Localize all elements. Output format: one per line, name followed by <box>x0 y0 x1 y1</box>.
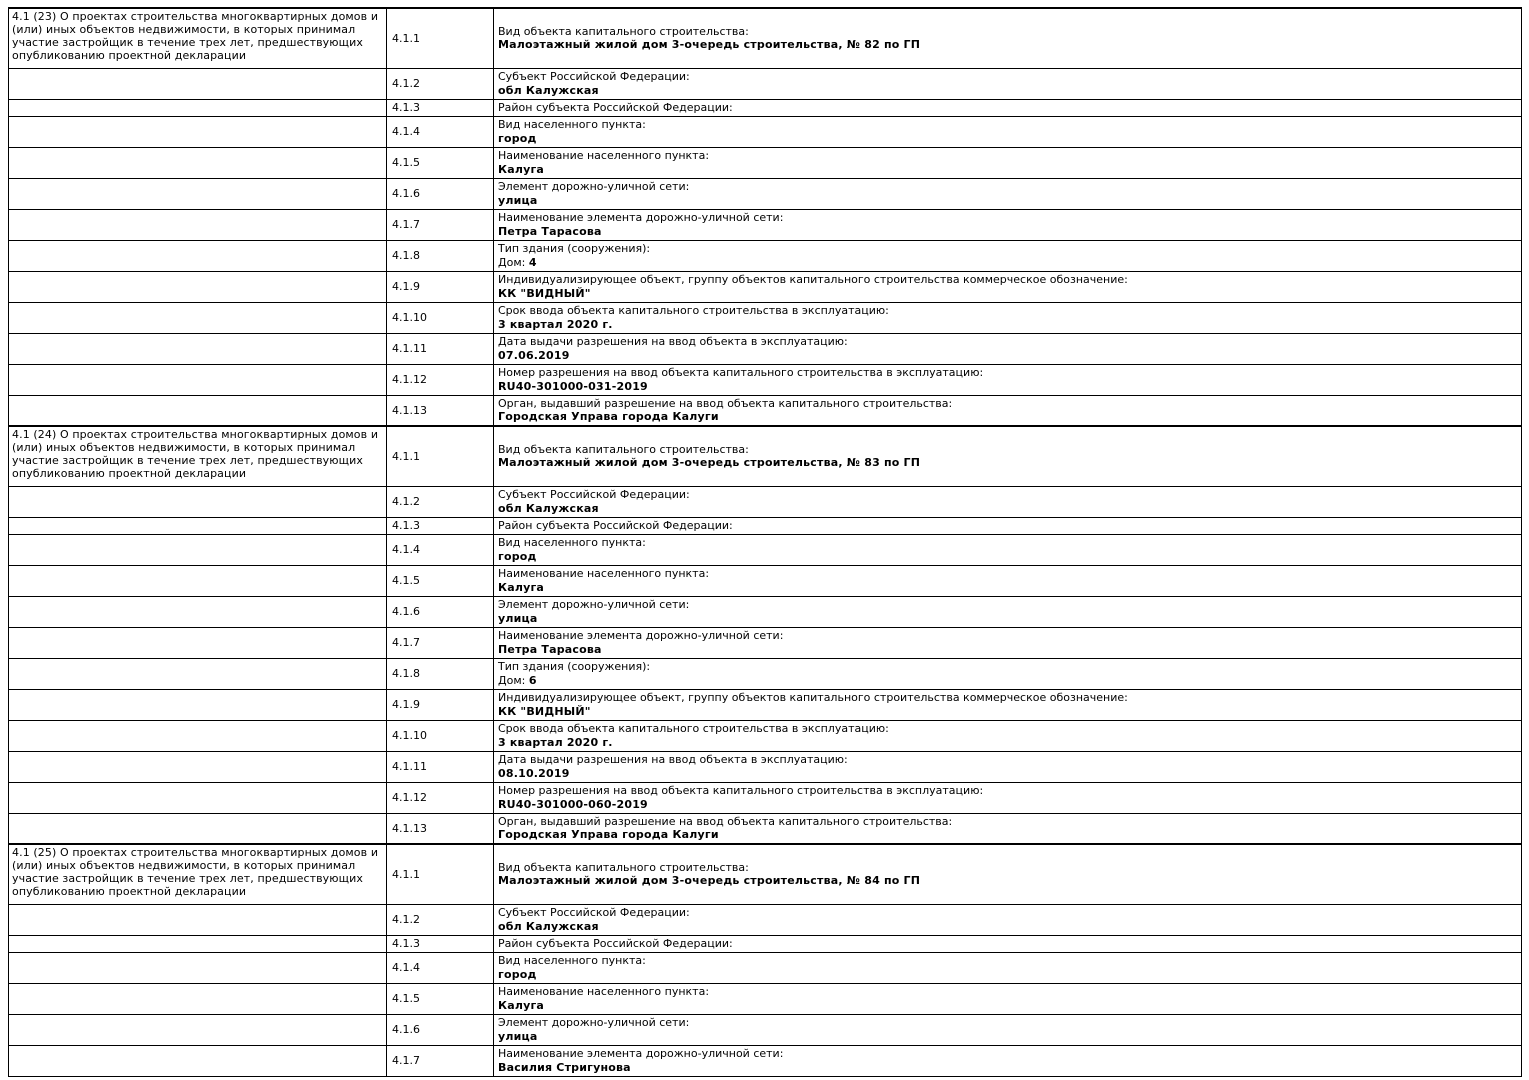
field-value-text: город <box>498 131 537 145</box>
row-number: 4.1.1 <box>392 31 420 45</box>
table-row <box>9 782 1522 813</box>
field-value-text: 08.10.2019 <box>498 766 570 780</box>
section-description: 4.1 (24) О проектах строительства многоквартирных домов и (или) иных объектов недвижимости, в которых принимал участие застройщик в течение трех лет, предшествующих опубликованию проектной декларации <box>12 428 379 480</box>
field-label: Срок ввода объекта капитального строительства в эксплуатацию: <box>498 722 889 735</box>
row-content-cell <box>494 720 1522 751</box>
section-description-cell <box>9 147 387 178</box>
row-number: 4.1.7 <box>392 218 420 231</box>
field-label: Наименование элемента дорожно-уличной сети: <box>498 629 784 642</box>
row-number-cell <box>387 8 494 68</box>
field-value <box>498 380 1518 394</box>
row-content-cell <box>494 178 1522 209</box>
field-value-text: Петра Тарасова <box>498 642 602 656</box>
table-row <box>9 720 1522 751</box>
row-content-cell <box>494 534 1522 565</box>
field-label: Наименование населенного пункта: <box>498 567 710 580</box>
field-value-prefix: Дом: <box>498 255 529 269</box>
field-value <box>498 828 1518 842</box>
field-value-text: город <box>498 967 537 981</box>
section-description-cell <box>9 720 387 751</box>
field-label: Район субъекта Российской Федерации: <box>498 936 733 950</box>
field-label: Номер разрешения на ввод объекта капитального строительства в эксплуатацию: <box>498 366 984 379</box>
row-number-cell <box>387 534 494 565</box>
section-description-cell <box>9 534 387 565</box>
section-description-cell <box>9 658 387 689</box>
row-number: 4.1.11 <box>392 342 427 355</box>
table-row <box>9 596 1522 627</box>
row-content-cell <box>494 147 1522 178</box>
field-value <box>498 581 1518 595</box>
row-content-cell <box>494 844 1522 904</box>
section-description: 4.1 (23) О проектах строительства многоквартирных домов и (или) иных объектов недвижимости, в которых принимал участие застройщик в течение трех лет, предшествующих опубликованию проектной декларации <box>12 10 379 62</box>
field-value-prefix: Дом: <box>498 673 529 687</box>
field-label: Орган, выдавший разрешение на ввод объекта капитального строительства: <box>498 814 953 828</box>
row-number-cell <box>387 147 494 178</box>
row-number-cell <box>387 68 494 99</box>
row-number-cell <box>387 1014 494 1045</box>
field-label: Элемент дорожно-уличной сети: <box>498 180 690 193</box>
field-label: Тип здания (сооружения): <box>498 660 651 673</box>
field-value <box>498 318 1518 332</box>
field-value <box>498 194 1518 208</box>
row-content-cell <box>494 813 1522 844</box>
section-description-cell <box>9 8 387 68</box>
row-content-cell <box>494 658 1522 689</box>
row-number: 4.1.13 <box>392 403 427 417</box>
table-row <box>9 813 1522 844</box>
field-value-text: Василия Стригунова <box>498 1060 631 1074</box>
field-value-text: Калуга <box>498 162 545 176</box>
row-content-cell <box>494 983 1522 1014</box>
row-content-cell <box>494 596 1522 627</box>
table-row <box>9 395 1522 426</box>
row-content-cell <box>494 364 1522 395</box>
row-content-cell <box>494 689 1522 720</box>
field-value <box>498 736 1518 750</box>
table-row <box>9 517 1522 534</box>
section-description-cell <box>9 209 387 240</box>
field-value <box>498 502 1518 516</box>
field-label: Вид населенного пункта: <box>498 118 646 131</box>
section-description-cell <box>9 302 387 333</box>
row-number: 4.1.4 <box>392 125 420 138</box>
row-content-cell <box>494 116 1522 147</box>
row-content-cell <box>494 271 1522 302</box>
row-number: 4.1.6 <box>392 605 420 618</box>
row-number-cell <box>387 844 494 904</box>
row-content-cell <box>494 333 1522 364</box>
section-description-cell <box>9 333 387 364</box>
table-row <box>9 627 1522 658</box>
field-value <box>498 1030 1518 1044</box>
row-number-cell <box>387 209 494 240</box>
field-label: Тип здания (сооружения): <box>498 242 651 255</box>
section-description-cell <box>9 952 387 983</box>
table-row <box>9 658 1522 689</box>
section-description-cell <box>9 844 387 904</box>
row-content-cell <box>494 935 1522 952</box>
table-row <box>9 426 1522 486</box>
field-value <box>498 456 1518 470</box>
field-value <box>498 550 1518 564</box>
table-row <box>9 935 1522 952</box>
table-row <box>9 486 1522 517</box>
field-value-text: обл Калужская <box>498 83 599 97</box>
row-number-cell <box>387 333 494 364</box>
row-number-cell <box>387 178 494 209</box>
field-value <box>498 256 1518 270</box>
row-number: 4.1.7 <box>392 636 420 649</box>
field-value <box>498 999 1518 1013</box>
field-label: Субъект Российской Федерации: <box>498 70 690 83</box>
field-value <box>498 84 1518 98</box>
row-number: 4.1.2 <box>392 77 420 90</box>
row-content-cell <box>494 904 1522 935</box>
row-number-cell <box>387 486 494 517</box>
field-value-text: Петра Тарасова <box>498 224 602 238</box>
row-number: 4.1.1 <box>392 449 420 463</box>
row-number: 4.1.5 <box>392 156 420 169</box>
field-value-text: 3 квартал 2020 г. <box>498 317 613 331</box>
field-value-text: 07.06.2019 <box>498 348 570 362</box>
section-description-cell <box>9 1045 387 1076</box>
field-value-text: КК "ВИДНЫЙ" <box>498 704 591 718</box>
field-label: Вид населенного пункта: <box>498 536 646 549</box>
row-content-cell <box>494 751 1522 782</box>
row-number: 4.1.2 <box>392 495 420 508</box>
row-number: 4.1.9 <box>392 280 420 293</box>
row-content-cell <box>494 99 1522 116</box>
field-label: Наименование населенного пункта: <box>498 985 710 998</box>
field-value-text: 6 <box>528 673 537 687</box>
field-value-text: Калуга <box>498 580 545 594</box>
row-number-cell <box>387 782 494 813</box>
row-number-cell <box>387 517 494 534</box>
row-content-cell <box>494 68 1522 99</box>
row-number: 4.1.3 <box>392 101 420 114</box>
row-number: 4.1.2 <box>392 913 420 926</box>
section-description-cell <box>9 627 387 658</box>
row-number: 4.1.5 <box>392 574 420 587</box>
field-label: Район субъекта Российской Федерации: <box>498 100 733 114</box>
row-number: 4.1.5 <box>392 992 420 1005</box>
row-number: 4.1.4 <box>392 961 420 974</box>
section-description: 4.1 (25) О проектах строительства многоквартирных домов и (или) иных объектов недвижимости, в которых принимал участие застройщик в течение трех лет, предшествующих опубликованию проектной декларации <box>12 846 379 898</box>
section-description-cell <box>9 935 387 952</box>
table-row <box>9 1045 1522 1076</box>
field-value-text: 4 <box>528 255 537 269</box>
row-content-cell <box>494 1045 1522 1076</box>
field-value <box>498 163 1518 177</box>
field-value <box>498 410 1518 424</box>
row-content-cell <box>494 486 1522 517</box>
project-declaration-document <box>8 7 1522 1077</box>
section-description-cell <box>9 1014 387 1045</box>
row-number-cell <box>387 983 494 1014</box>
field-value-text: RU40-301000-060-2019 <box>498 797 648 811</box>
table-row <box>9 983 1522 1014</box>
table-row <box>9 68 1522 99</box>
section-description-cell <box>9 596 387 627</box>
row-content-cell <box>494 209 1522 240</box>
field-label: Индивидуализирующее объект, группу объектов капитального строительства коммерческое обозначение: <box>498 691 1128 704</box>
row-number-cell <box>387 935 494 952</box>
row-number-cell <box>387 689 494 720</box>
field-value <box>498 705 1518 719</box>
row-number-cell <box>387 302 494 333</box>
field-label: Вид объекта капитального строительства: <box>498 860 749 874</box>
field-value <box>498 798 1518 812</box>
field-value-text: Городская Управа города Калуги <box>498 828 719 842</box>
table-row <box>9 178 1522 209</box>
field-label: Дата выдачи разрешения на ввод объекта в эксплуатацию: <box>498 753 848 766</box>
field-label: Наименование населенного пункта: <box>498 149 710 162</box>
row-content-cell <box>494 395 1522 426</box>
field-value <box>498 874 1518 888</box>
row-number-cell <box>387 658 494 689</box>
row-number: 4.1.11 <box>392 760 427 773</box>
field-value-text: обл Калужская <box>498 501 599 515</box>
field-value-text: обл Калужская <box>498 919 599 933</box>
row-number-cell <box>387 395 494 426</box>
row-content-cell <box>494 952 1522 983</box>
field-value-text: город <box>498 549 537 563</box>
table-row <box>9 534 1522 565</box>
field-label: Номер разрешения на ввод объекта капитального строительства в эксплуатацию: <box>498 784 984 797</box>
section-description-cell <box>9 751 387 782</box>
row-number-cell <box>387 271 494 302</box>
table-row <box>9 565 1522 596</box>
section-description-cell <box>9 68 387 99</box>
row-number-cell <box>387 596 494 627</box>
table-row <box>9 8 1522 68</box>
field-value <box>498 132 1518 146</box>
section-description-cell <box>9 517 387 534</box>
row-number: 4.1.9 <box>392 698 420 711</box>
table-row <box>9 904 1522 935</box>
field-value-text: Калуга <box>498 998 545 1012</box>
field-value-text: Малоэтажный жилой дом 3-очередь строительства, № 83 по ГП <box>498 456 921 470</box>
field-label: Наименование элемента дорожно-уличной сети: <box>498 1047 784 1060</box>
section-description-cell <box>9 689 387 720</box>
section-description-cell <box>9 983 387 1014</box>
row-number: 4.1.12 <box>392 373 427 386</box>
section-description-cell <box>9 565 387 596</box>
row-number-cell <box>387 1045 494 1076</box>
table-row <box>9 116 1522 147</box>
field-value-text: Малоэтажный жилой дом 3-очередь строительства, № 84 по ГП <box>498 874 921 888</box>
row-number: 4.1.6 <box>392 187 420 200</box>
field-label: Субъект Российской Федерации: <box>498 906 690 919</box>
row-number-cell <box>387 751 494 782</box>
row-number-cell <box>387 627 494 658</box>
field-value <box>498 674 1518 688</box>
row-content-cell <box>494 782 1522 813</box>
row-content-cell <box>494 565 1522 596</box>
field-value-text: улица <box>498 193 538 207</box>
section-description-cell <box>9 486 387 517</box>
row-number: 4.1.10 <box>392 729 427 742</box>
row-content-cell <box>494 426 1522 486</box>
field-value-text: КК "ВИДНЫЙ" <box>498 286 591 300</box>
row-number: 4.1.4 <box>392 543 420 556</box>
table-row <box>9 844 1522 904</box>
table-row <box>9 99 1522 116</box>
row-number-cell <box>387 720 494 751</box>
section-description-cell <box>9 99 387 116</box>
section-description-cell <box>9 426 387 486</box>
row-number: 4.1.3 <box>392 519 420 532</box>
field-value-text: Малоэтажный жилой дом 3-очередь строительства, № 82 по ГП <box>498 38 921 52</box>
field-value-text: улица <box>498 611 538 625</box>
section-description-cell <box>9 782 387 813</box>
section-description-cell <box>9 240 387 271</box>
field-label: Элемент дорожно-уличной сети: <box>498 598 690 611</box>
field-value-text: 3 квартал 2020 г. <box>498 735 613 749</box>
table-row <box>9 209 1522 240</box>
row-number-cell <box>387 240 494 271</box>
row-number: 4.1.10 <box>392 311 427 324</box>
table-row <box>9 147 1522 178</box>
section-description-cell <box>9 364 387 395</box>
row-content-cell <box>494 1014 1522 1045</box>
field-value <box>498 225 1518 239</box>
table-row <box>9 751 1522 782</box>
field-value <box>498 38 1518 52</box>
row-number-cell <box>387 364 494 395</box>
field-label: Вид населенного пункта: <box>498 954 646 967</box>
row-number: 4.1.6 <box>392 1023 420 1036</box>
field-value-text: Городская Управа города Калуги <box>498 410 719 424</box>
row-number-cell <box>387 426 494 486</box>
row-number: 4.1.8 <box>392 249 420 262</box>
row-number: 4.1.1 <box>392 867 420 881</box>
field-label: Наименование элемента дорожно-уличной сети: <box>498 211 784 224</box>
field-label: Субъект Российской Федерации: <box>498 488 690 501</box>
row-number: 4.1.7 <box>392 1054 420 1067</box>
field-label: Элемент дорожно-уличной сети: <box>498 1016 690 1029</box>
row-number-cell <box>387 565 494 596</box>
row-content-cell <box>494 627 1522 658</box>
field-value <box>498 349 1518 363</box>
table-row <box>9 952 1522 983</box>
table-row <box>9 302 1522 333</box>
field-value <box>498 767 1518 781</box>
row-content-cell <box>494 302 1522 333</box>
field-label: Вид объекта капитального строительства: <box>498 24 749 38</box>
row-number-cell <box>387 904 494 935</box>
field-label: Дата выдачи разрешения на ввод объекта в эксплуатацию: <box>498 335 848 348</box>
row-number: 4.1.13 <box>392 821 427 835</box>
field-label: Орган, выдавший разрешение на ввод объекта капитального строительства: <box>498 396 953 410</box>
row-number-cell <box>387 813 494 844</box>
table-row <box>9 689 1522 720</box>
field-value <box>498 612 1518 626</box>
table-row <box>9 333 1522 364</box>
row-number-cell <box>387 99 494 116</box>
field-label: Срок ввода объекта капитального строительства в эксплуатацию: <box>498 304 889 317</box>
row-number: 4.1.8 <box>392 667 420 680</box>
field-value <box>498 1061 1518 1075</box>
field-value <box>498 643 1518 657</box>
row-number-cell <box>387 116 494 147</box>
table-row <box>9 271 1522 302</box>
section-description-cell <box>9 813 387 844</box>
table-row <box>9 364 1522 395</box>
row-content-cell <box>494 517 1522 534</box>
field-value <box>498 920 1518 934</box>
table-row <box>9 240 1522 271</box>
field-value-text: RU40-301000-031-2019 <box>498 379 648 393</box>
row-content-cell <box>494 240 1522 271</box>
project-declaration-table <box>8 7 1522 1077</box>
row-content-cell <box>494 8 1522 68</box>
row-number: 4.1.12 <box>392 791 427 804</box>
field-label: Вид объекта капитального строительства: <box>498 442 749 456</box>
field-value <box>498 287 1518 301</box>
section-description-cell <box>9 271 387 302</box>
field-label: Район субъекта Российской Федерации: <box>498 518 733 532</box>
section-description-cell <box>9 116 387 147</box>
section-description-cell <box>9 395 387 426</box>
field-label: Индивидуализирующее объект, группу объектов капитального строительства коммерческое обозначение: <box>498 273 1128 286</box>
row-number-cell <box>387 952 494 983</box>
section-description-cell <box>9 904 387 935</box>
row-number: 4.1.3 <box>392 937 420 950</box>
table-row <box>9 1014 1522 1045</box>
field-value-text: улица <box>498 1029 538 1043</box>
section-description-cell <box>9 178 387 209</box>
field-value <box>498 968 1518 982</box>
